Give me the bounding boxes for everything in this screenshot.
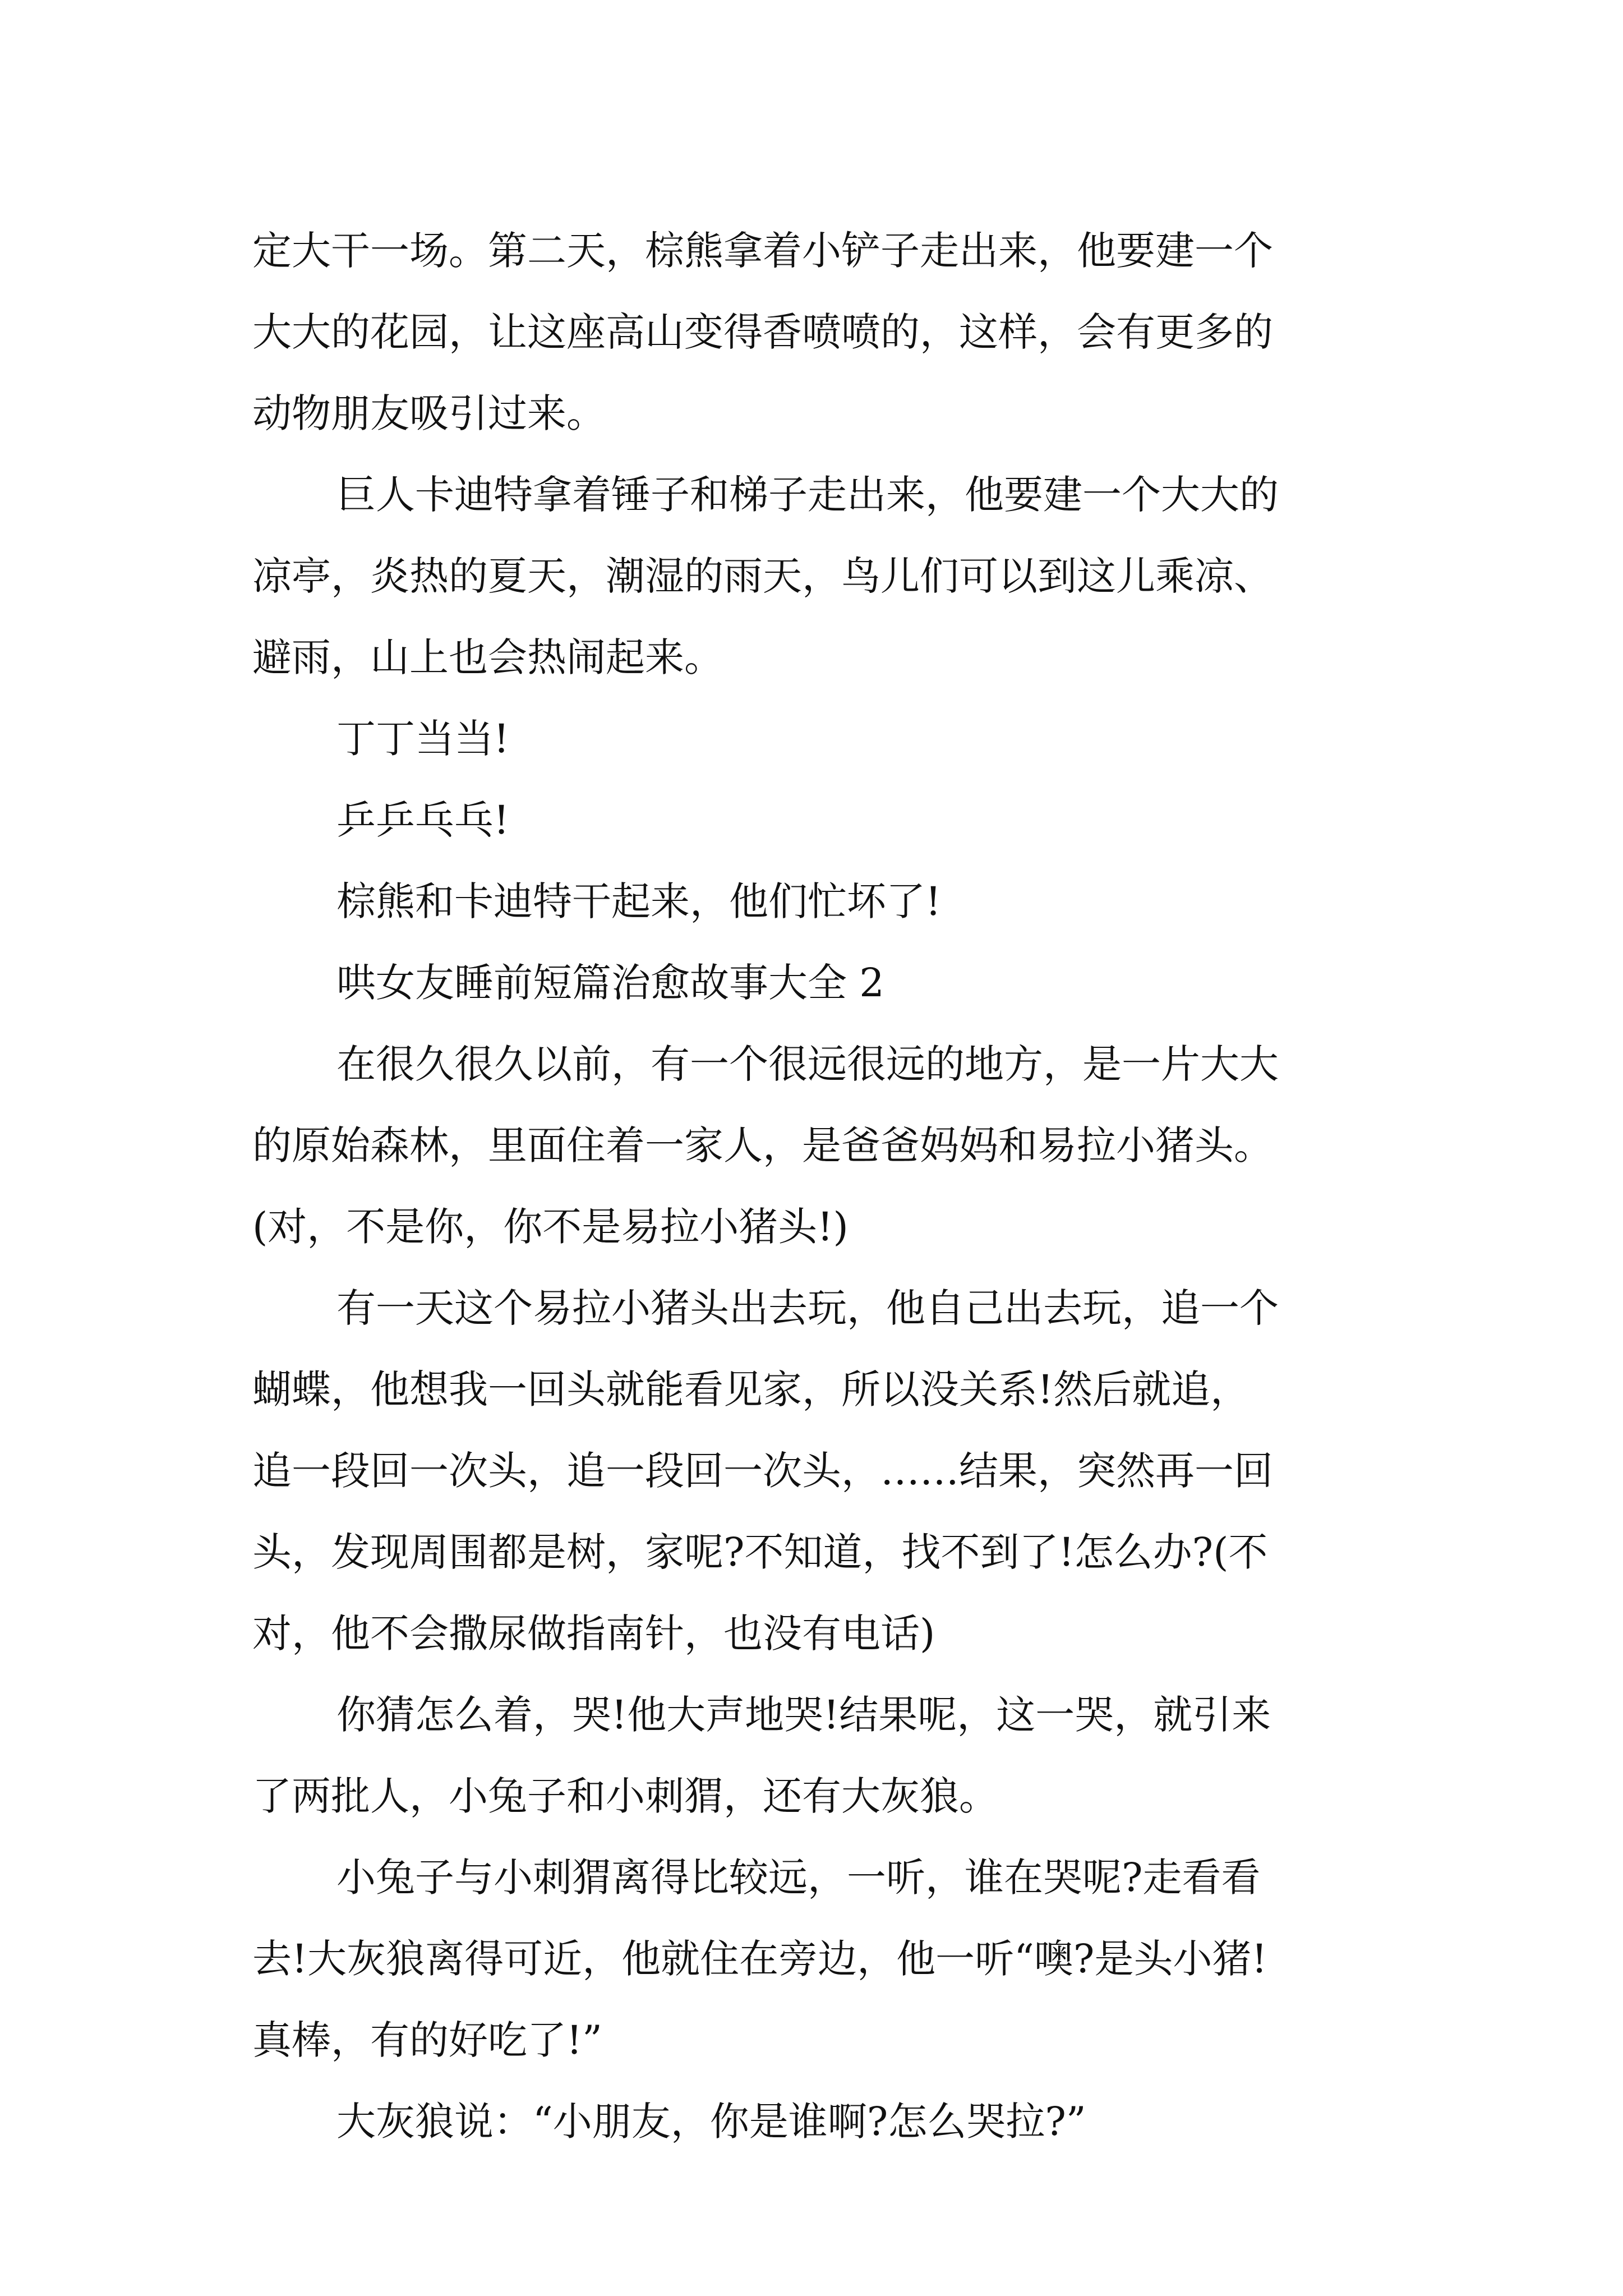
text-line: 对，他不会撒尿做指南针，也没有电话) — [252, 1611, 935, 1657]
text-line: 头，发现周围都是树，家呢?不知道，找不到了!怎么办?(不 — [252, 1529, 1268, 1575]
text-line: 去!大灰狼离得可近，他就住在旁边，他一听“噢?是头小猪! — [252, 1936, 1267, 1982]
text-line: 你猜怎么着，哭!他大声地哭!结果呢，这一哭，就引来 — [336, 1692, 1271, 1738]
text-line: 大大的花园，让这座高山变得香喷喷的，这样，会有更多的 — [252, 309, 1273, 355]
text-line: 乒乒乓乓! — [336, 797, 510, 843]
text-line: 在很久很久以前，有一个很远很远的地方，是一片大大 — [336, 1041, 1279, 1087]
text-line: 定大干一场。第二天，棕熊拿着小铲子走出来，他要建一个 — [252, 228, 1273, 274]
text-line: 有一天这个易拉小猪头出去玩，他自己出去玩，追一个 — [336, 1285, 1279, 1331]
text-line: 巨人卡迪特拿着锤子和梯子走出来，他要建一个大大的 — [336, 472, 1279, 518]
text-line: (对，不是你，你不是易拉小猪头!) — [252, 1204, 849, 1250]
text-line: 小兔子与小刺猬离得比较远，一听，谁在哭呢?走看看 — [336, 1855, 1261, 1901]
text-line: 丁丁当当! — [336, 716, 510, 762]
text-line: 了两批人，小兔子和小刺猬，还有大灰狼。 — [252, 1773, 998, 1819]
text-line: 避雨，山上也会热闹起来。 — [252, 634, 723, 680]
section-heading: 哄女友睡前短篇治愈故事大全 2 — [336, 960, 884, 1006]
story-text — [252, 210, 1396, 2162]
text-line: 动物朋友吸引过来。 — [252, 390, 606, 436]
text-line: 追一段回一次头，追一段回一次头，……结果，突然再一回 — [252, 1448, 1273, 1494]
text-line: 蝴蝶，他想我一回头就能看见家，所以没关系!然后就追， — [252, 1366, 1250, 1412]
text-line: 棕熊和卡迪特干起来，他们忙坏了! — [336, 878, 942, 924]
text-line: 凉亭，炎热的夏天，潮湿的雨天，鸟儿们可以到这儿乘凉、 — [252, 553, 1273, 599]
text-line: 真棒，有的好吃了!” — [252, 2017, 602, 2063]
text-line: 大灰狼说：“小朋友，你是谁啊?怎么哭拉?” — [336, 2099, 1086, 2145]
text-line: 的原始森林，里面住着一家人，是爸爸妈妈和易拉小猪头。 — [252, 1122, 1273, 1168]
